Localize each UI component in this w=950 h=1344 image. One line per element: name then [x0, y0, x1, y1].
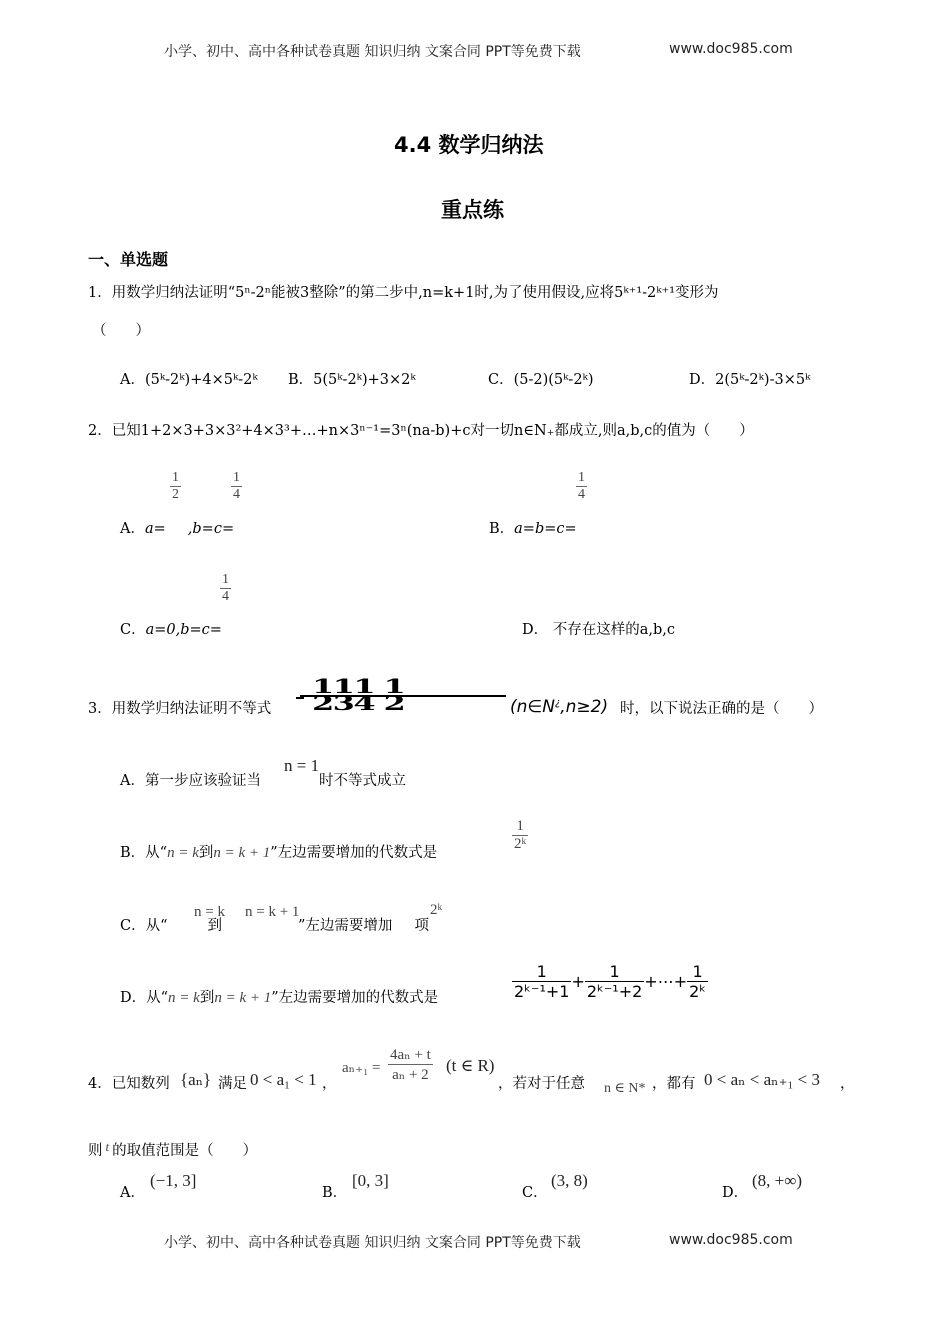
q3-option-b: B．从“n = k到n = k + 1”左边需要增加的代数式是	[120, 845, 438, 861]
q4-cond2: 0 < aₙ < aₙ₊₁ < 3	[704, 1070, 820, 1089]
q4-option-d-value: (8, +∞)	[752, 1171, 803, 1190]
q4-option-c-value: (3, 8)	[551, 1171, 588, 1190]
footer-site[interactable]: www.doc985.com	[669, 1232, 793, 1248]
q4-option-d-label: D．	[722, 1185, 749, 1201]
q2-a-frac-2: $\frac{1}{4}$	[233, 470, 240, 502]
q3-stem-post: 时，以下说法正确的是（ ）	[620, 701, 823, 717]
q2-a-frac-1: $\frac{1}{2}$	[172, 470, 179, 502]
q2-b-frac: $\frac{1}{4}$	[578, 470, 585, 502]
q4-stem-pre: 4．已知数列	[88, 1076, 170, 1092]
q4-mid3: ，都有	[652, 1076, 696, 1092]
q4-any-n: n ∈ N*	[604, 1081, 646, 1096]
q2-option-c: C．a=0,b=c=	[120, 622, 222, 638]
q4-option-c-label: C．	[522, 1185, 548, 1201]
section-heading: 一、单选题	[88, 250, 169, 269]
header-site[interactable]: www.doc985.com	[669, 41, 793, 57]
q2-c-frac: $\frac{1}{4}$	[222, 572, 229, 604]
q3-c-formula-2: n = k + 1	[245, 904, 300, 920]
q4-end: ，	[840, 1076, 855, 1092]
q3-c-power: 2ᵏ	[430, 902, 443, 918]
q3-stem-pre: 3．用数学归纳法证明不等式	[88, 701, 272, 717]
q3-option-a: A．第一步应该验证当 时不等式成立	[120, 773, 406, 789]
q1-option-a: A．(5ᵏ-2ᵏ)+4×5ᵏ-2ᵏ	[120, 372, 258, 388]
q4-option-b-label: B．	[322, 1185, 348, 1201]
q4-comma: ，	[322, 1076, 337, 1092]
q3-garbled-inequality: 111 1 234 2	[296, 676, 512, 720]
footer-text: 小学、初中、高中各种试卷真题 知识归纳 文案合同 PPT等免费下载	[164, 1235, 581, 1251]
q3-b-frac: $\frac{1}{\text{2ᵏ}}$	[514, 818, 527, 852]
q1-option-b: B．5(5ᵏ-2ᵏ)+3×2ᵏ	[288, 372, 416, 388]
q4-line2: 则 t 的取值范围是（ ）	[88, 1139, 258, 1159]
q1-option-d: D．2(5ᵏ-2ᵏ)-3×5ᵏ	[689, 372, 811, 388]
q2-stem: 2．已知1+2×3+3×3²+4×3³+…+n×3ⁿ⁻¹=3ⁿ(na-b)+c对一切n∈N₊都成立,则a,b,c的值为（ ）	[88, 423, 754, 439]
q4-sequence: {aₙ}	[180, 1070, 212, 1089]
q4-recurrence-lhs: aₙ₊₁ =	[342, 1060, 381, 1076]
q3-c-formula-1: n = k	[194, 904, 225, 920]
q4-option-a-label: A．	[120, 1185, 145, 1201]
page-title: 4.4 数学归纳法	[394, 133, 544, 157]
q4-recurrence-frac: $\frac{\text{4aₙ + t}}{\text{aₙ + 2}}$	[390, 1047, 431, 1083]
page-subtitle: 重点练	[441, 198, 504, 222]
q3-d-expression: $\frac{1}{\text{2ᵏ⁻¹+1}}$ + $\frac{1}{\text{2ᵏ⁻¹+2}}$ +⋯+ $\frac{1}{\text{2ᵏ}}$	[514, 962, 707, 1001]
q3-option-c: C．从“ 到 ”左边需要增加 项	[120, 918, 429, 934]
q2-option-b: B．a=b=c=	[489, 521, 577, 537]
q1-paren: （ ）	[92, 323, 150, 339]
q4-option-a-value: (−1, 3]	[150, 1171, 197, 1190]
q4-cond1: 0 < a₁ < 1	[250, 1070, 317, 1089]
q3-option-d: D．从“n = k到n = k + 1”左边需要增加的代数式是	[120, 990, 439, 1006]
q3-a-formula: n = 1	[284, 756, 320, 775]
q2-option-d: D． 不存在这样的a,b,c	[522, 622, 675, 638]
q3-condition: (n∈N¿,n≥2)	[510, 697, 609, 717]
q4-mid1: 满足	[218, 1076, 247, 1092]
q4-mid2: ，若对于任意	[498, 1076, 585, 1092]
header-text: 小学、初中、高中各种试卷真题 知识归纳 文案合同 PPT等免费下载	[164, 44, 581, 60]
q4-option-b-value: [0, 3]	[352, 1171, 389, 1190]
q4-recurrence-tail: (t ∈ R)	[446, 1056, 495, 1075]
q2-option-a: A．a= ,b=c=	[120, 521, 235, 537]
q1-stem: 1．用数学归纳法证明“5ⁿ-2ⁿ能被3整除”的第二步中,n=k+1时,为了使用假设,应将5ᵏ⁺¹-2ᵏ⁺¹变形为	[88, 285, 719, 301]
q1-option-c: C．(5-2)(5ᵏ-2ᵏ)	[488, 372, 594, 388]
